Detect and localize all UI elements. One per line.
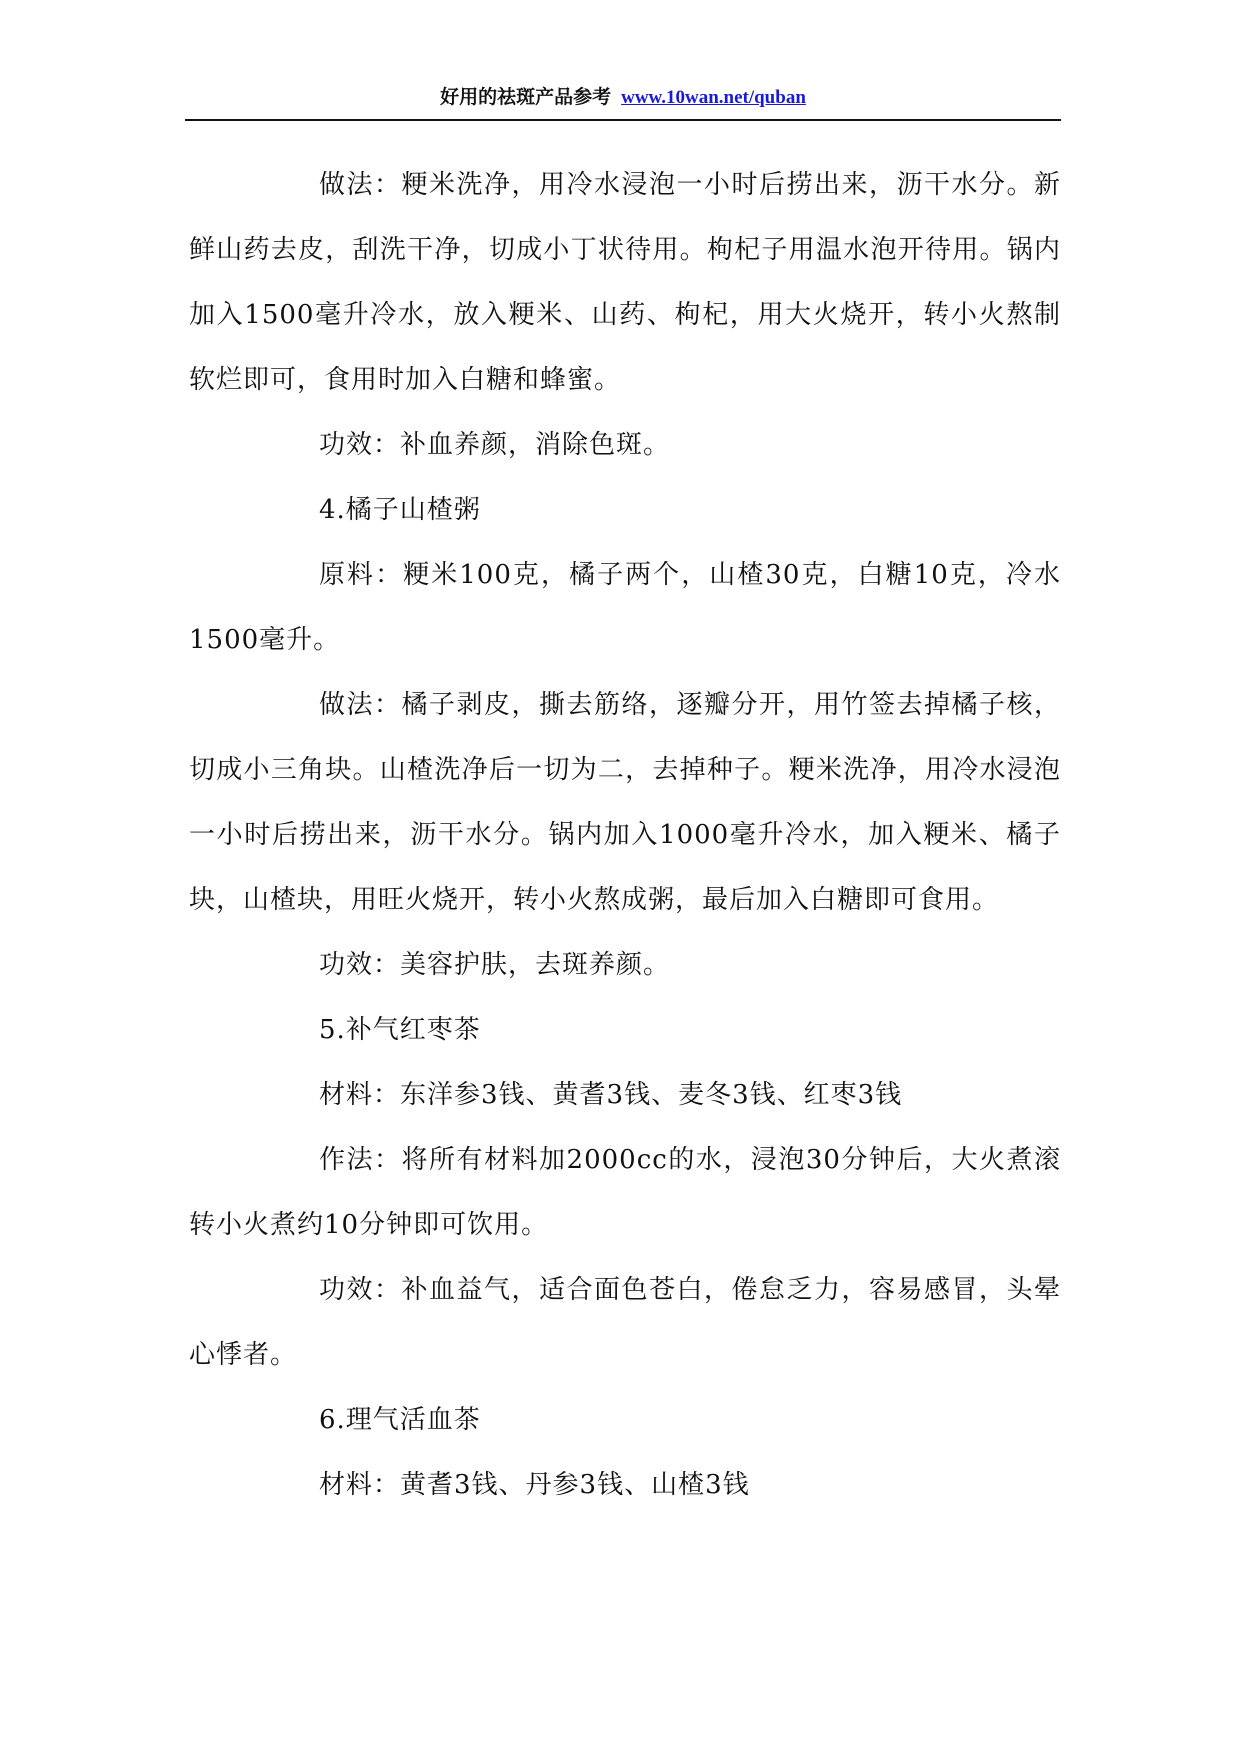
paragraph-effect-5: 功效：补血益气，适合面色苍白，倦怠乏力，容易感冒，头晕心悸者。 (189, 1275, 1061, 1370)
recipe-heading-6: 6.理气活血茶 (319, 1405, 481, 1435)
paragraph-effect-4: 功效：美容护肤，去斑养颜。 (319, 950, 671, 980)
paragraph-method-yam: 做法：粳米洗净，用冷水浸泡一小时后捞出来，沥干水分。新鲜山药去皮，刮洗干净，切成小丁状待用。枸杞子用温水泡开待用。锅内加入1500毫升冷水，放入粳米、山药、枸杞，用大火烧开，转小火熬制软烂即可，食用时加入白糖和蜂蜜。 (189, 170, 1061, 395)
paragraph-method-4: 做法：橘子剥皮，撕去筋络，逐瓣分开，用竹签去掉橘子核，切成小三角块。山楂洗净后一切为二，去掉种子。粳米洗净，用冷水浸泡一小时后捞出来，沥干水分。锅内加入1000毫升冷水，加入粳米、橘子块，山楂块，用旺火烧开，转小火熬成粥，最后加入白糖即可食用。 (189, 690, 1061, 915)
paragraph-effect-1: 功效：补血养颜，消除色斑。 (319, 430, 671, 460)
header-title: 好用的祛斑产品参考 (440, 87, 612, 108)
paragraph-ingredients-4: 原料：粳米100克，橘子两个，山楂30克，白糖10克，冷水1500毫升。 (189, 560, 1061, 655)
recipe-heading-4: 4.橘子山楂粥 (319, 495, 481, 525)
recipe-heading-5: 5.补气红枣茶 (319, 1015, 481, 1045)
paragraph-materials-5: 材料：东洋参3钱、黄耆3钱、麦冬3钱、红枣3钱 (319, 1080, 903, 1110)
header-link[interactable]: www.10wan.net/quban (621, 87, 806, 108)
document-body (189, 153, 1061, 1518)
header-divider (185, 119, 1061, 121)
paragraph-method-5: 作法：将所有材料加2000cc的水，浸泡30分钟后，大火煮滚转小火煮约10分钟即可饮用。 (189, 1145, 1061, 1240)
paragraph-materials-6: 材料：黄耆3钱、丹参3钱、山楂3钱 (319, 1470, 750, 1500)
page-header (185, 84, 1061, 112)
